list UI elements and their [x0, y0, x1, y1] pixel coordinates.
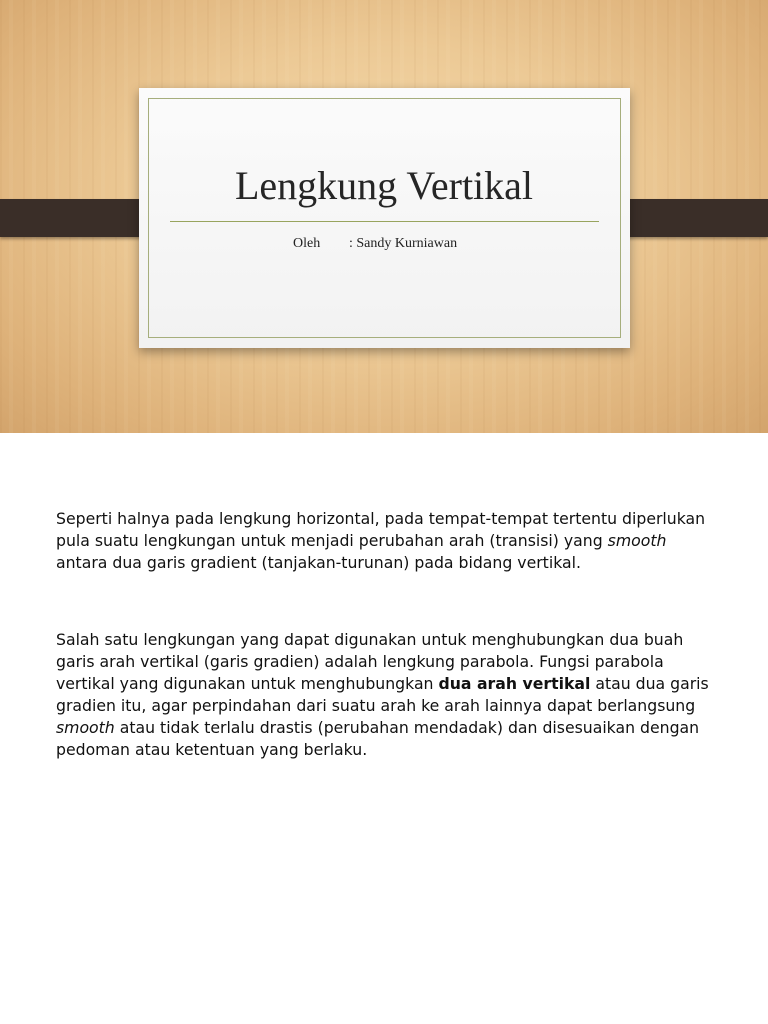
paragraph-intro-text-1: Seperti halnya pada lengkung horizontal, pada tempat-tempat tertentu diperlukan pula suatu lengkungan untuk menjadi perubahan arah (transisi) yang — [56, 509, 706, 550]
paragraph-parabola-text-3: atau tidak terlalu drastis (perubahan mendadak) dan disesuaikan dengan pedoman atau ketentuan yang berlaku. — [56, 718, 700, 759]
slide-title: Lengkung Vertikal — [234, 163, 534, 208]
paragraph-parabola-text-1: Salah satu lengkungan yang dapat digunakan untuk menghubungkan dua buah garis arah vertikal (garis gradien) adalah lengkung parabola. Fungsi parabola vertikal yang digunakan untuk menghubungkan — [56, 630, 684, 693]
paragraph-intro-italic-smooth: smooth — [607, 531, 667, 550]
author-name: : Sandy Kurniawan — [349, 236, 458, 251]
paragraph-parabola-italic-smooth: smooth — [56, 718, 115, 737]
paragraph-intro — [56, 508, 716, 574]
content-slide — [0, 433, 768, 1024]
paragraph-parabola-text-2: atau dua garis gradien itu, agar perpindahan dari suatu arah ke arah lainnya dapat berlangsung — [56, 674, 709, 715]
paragraph-parabola-bold: dua arah vertikal — [438, 674, 591, 693]
title-card-frame — [148, 98, 621, 338]
author-line — [293, 236, 457, 252]
author-label: Oleh — [293, 236, 321, 251]
title-slide — [0, 0, 768, 433]
title-card — [139, 88, 630, 348]
paragraph-intro-text-2: antara dua garis gradient (tanjakan-turunan) pada bidang vertikal. — [56, 553, 581, 572]
title-divider — [170, 221, 599, 222]
paragraph-parabola — [56, 629, 716, 761]
